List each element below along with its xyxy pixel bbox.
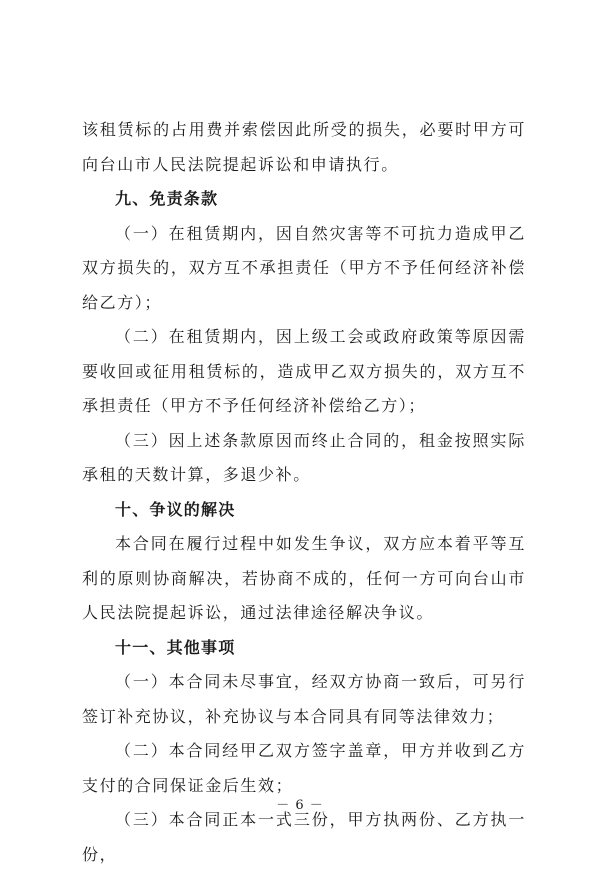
clause-9-1: （一）在租赁期内，因自然灾害等不可抗力造成甲乙双方损失的，双方互不承担责任（甲方不予任何经济补偿给乙方）； <box>82 223 526 312</box>
clause-10: 本合同在履行过程中如发生争议，双方应本着平等互利的原则协商解决，若协商不成的，任何一方可向台山市人民法院提起诉讼，通过法律途径解决争议。 <box>82 534 526 622</box>
clause-11-3: （三）本合同正本一式三份，甲方执两份、乙方执一份， <box>82 810 526 864</box>
clause-9-2: （二）在租赁期内，因上级工会或政府政策等原因需要收回或征用租赁标的，造成甲乙双方损失的，双方互不承担责任（甲方不予任何经济补偿给乙方）； <box>82 327 526 415</box>
section-heading-10: 十、争议的解决 <box>115 499 236 519</box>
clause-11-2: （二）本合同经甲乙双方签字盖章，甲方并收到乙方支付的合同保证金后生效； <box>82 741 526 795</box>
section-heading-11: 十一、其他事项 <box>115 637 236 657</box>
page-number: － 6 － <box>276 798 324 813</box>
section-heading-9: 九、免责条款 <box>115 189 219 208</box>
document-body <box>82 113 526 872</box>
clause-11-1: （一）本合同未尽事宜，经双方协商一致后，可另行签订补充协议，补充协议与本合同具有同等法律效力； <box>82 672 526 726</box>
clause-9-3: （三）因上述条款原因而终止合同的，租金按照实际承租的天数计算，多退少补。 <box>82 430 526 484</box>
paragraph-continuation: 该租赁标的占用费并索偿因此所受的损失，必要时甲方可向台山市人民法院提起诉讼和申请执行。 <box>82 120 526 174</box>
